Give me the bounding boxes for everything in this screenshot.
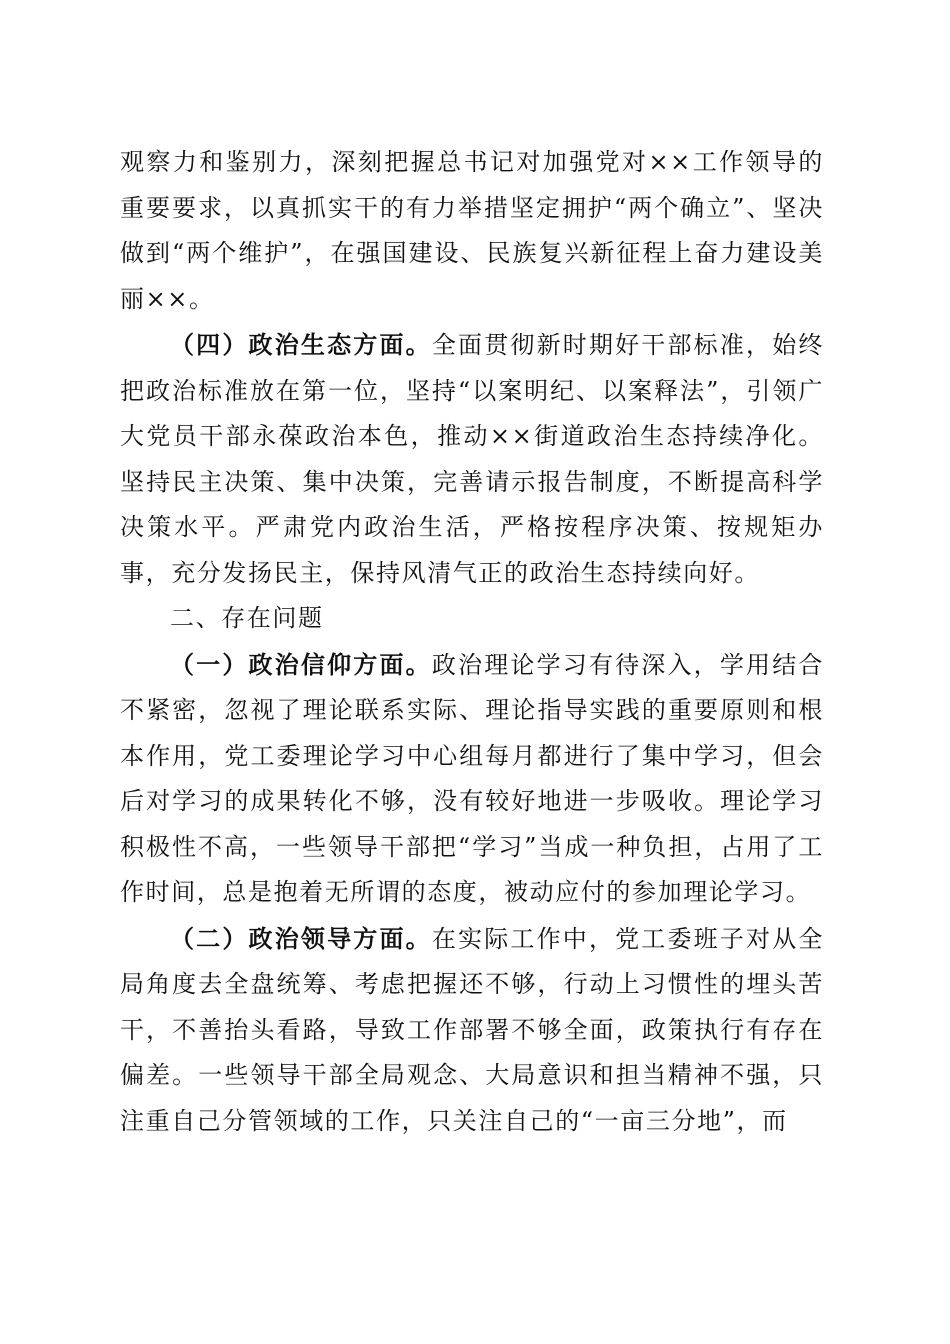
paragraph-text: 全面贯彻新时期好干部标准，始终把政治标准放在第一位，坚持“以案明纪、以案释法”，引领广大党员干部永葆政治本色，推动××街道政治生态持续净化。坚持民主决策、集中决策，完善请示报告制度，不断提高科学决策水平。严肃党内政治生活，严格按程序决策、按规矩办事，充分发扬民主，保持风清气正的政治生态持续向好。 (120, 331, 825, 587)
paragraph-lead: （二）政治领导方面。 (170, 923, 432, 953)
paragraph-political-belief (120, 642, 824, 916)
paragraph-text: 在实际工作中，党工委班子对从全局角度去全盘统筹、考虑把握还不够，行动上习惯性的埋头苦干，不善抬头看路，导致工作部署不够全面，政策执行有存在偏差。一些领导干部全局观念、大局意识和担当精神不强，只注重自己分管领域的工作，只关注自己的“一亩三分地”，而 (120, 924, 825, 1135)
paragraph-political-leadership (120, 916, 824, 1145)
document-body (120, 140, 824, 1144)
paragraph-text: 观察力和鉴别力，深刻把握总书记对加强党对××工作领导的重要要求，以真抓实干的有力举措坚定拥护“两个确立”、坚决做到“两个维护”，在强国建设、民族复兴新征程上奋力建设美丽××。 (120, 148, 824, 313)
paragraph-lead: （四）政治生态方面。 (170, 330, 432, 359)
section-heading: 二、存在问题 (170, 604, 324, 632)
paragraph-political-ecology (120, 322, 824, 596)
paragraph-continuation (120, 140, 824, 322)
paragraph-text: 政治理论学习有待深入，学用结合不紧密，忽视了理论联系实际、理论指导实践的重要原则和根本作用，党工委理论学习中心组每月都进行了集中学习，但会后对学习的成果转化不够，没有较好地进一步吸收。理论学习积极性不高，一些领导干部把“学习”当成一种负担，占用了工作时间，总是抱着无所谓的态度，被动应付的参加理论学习。 (120, 650, 825, 906)
paragraph-lead: （一）政治信仰方面。 (170, 649, 432, 679)
